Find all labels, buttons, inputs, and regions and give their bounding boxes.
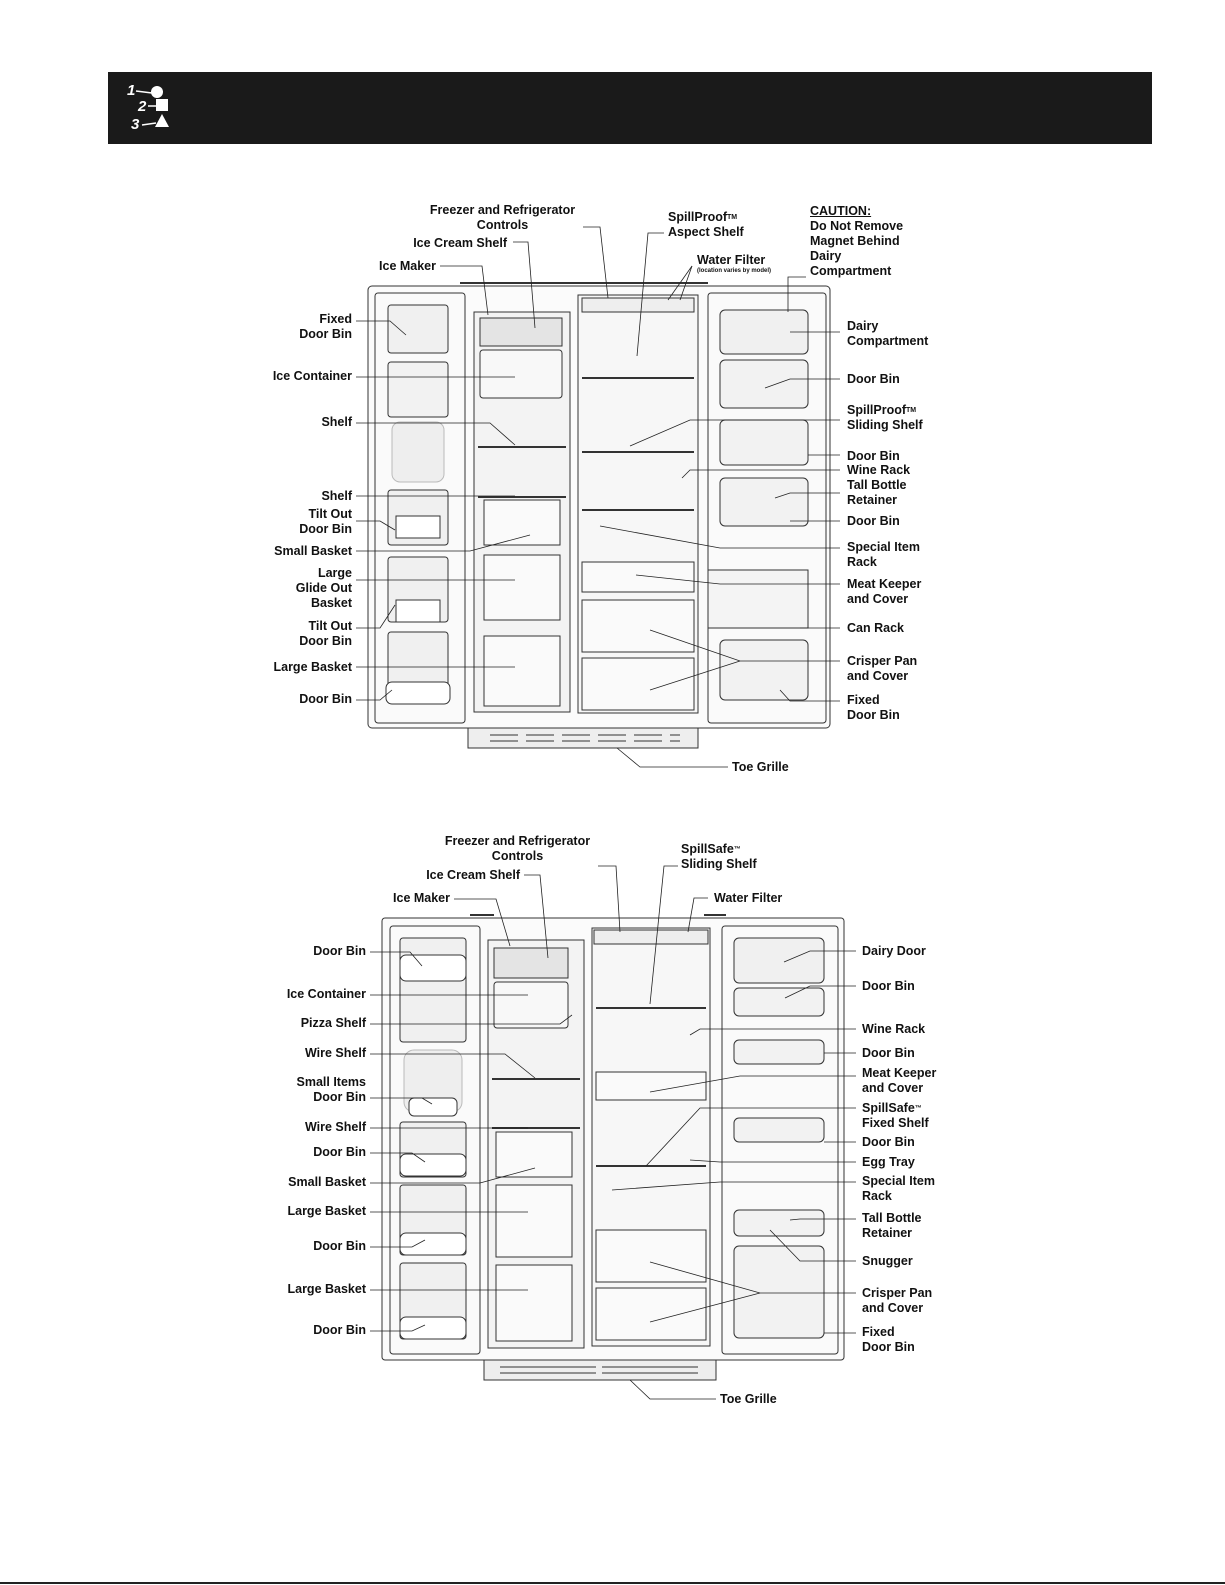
label-small-basket: Small Basket xyxy=(288,1175,366,1189)
label-tilt-out-door-bin: Tilt Out Door Bin xyxy=(299,619,352,648)
label-tall-bottle-retainer: Tall Bottle Retainer xyxy=(862,1211,922,1240)
label-water-filter: Water Filter (location varies by model) xyxy=(697,253,772,274)
label-tilt-out-door-bin: Tilt Out Door Bin xyxy=(299,507,352,536)
label-toe-grille: Toe Grille xyxy=(732,760,789,774)
label-meat-keeper: Meat Keeper and Cover xyxy=(862,1066,937,1095)
label-large-basket: Large Basket xyxy=(287,1282,366,1296)
label-wine-rack: Wine Rack xyxy=(847,463,911,477)
label-dairy-door: Dairy Door xyxy=(862,944,926,958)
label-door-bin: Door Bin xyxy=(299,692,352,706)
logo-digit-2: 2 xyxy=(138,98,147,115)
label-wire-shelf: Wire Shelf xyxy=(304,1120,366,1134)
label-door-bin: Door Bin xyxy=(313,1145,366,1159)
label-dairy-compartment: Dairy Compartment xyxy=(847,319,929,348)
label-door-bin: Door Bin xyxy=(862,979,915,993)
label-door-bin: Door Bin xyxy=(847,449,900,463)
label-door-bin: Door Bin xyxy=(313,1323,366,1337)
label-snugger: Snugger xyxy=(862,1254,913,1268)
logo-digit-3: 3 xyxy=(131,116,140,133)
refrigerator-diagram-1 xyxy=(0,195,1225,785)
steps-logo-icon xyxy=(124,80,188,136)
label-door-bin: Door Bin xyxy=(862,1135,915,1149)
label-can-rack: Can Rack xyxy=(847,621,904,635)
label-special-item-rack: Special Item Rack xyxy=(862,1174,935,1203)
header-bar xyxy=(108,72,1152,144)
label-door-bin: Door Bin xyxy=(313,944,366,958)
label-fixed-door-bin: Fixed Door Bin xyxy=(847,693,900,722)
label-ice-maker: Ice Maker xyxy=(393,891,450,905)
label-tall-bottle-retainer: Tall Bottle Retainer xyxy=(847,478,907,507)
label-ice-container: Ice Container xyxy=(272,369,352,383)
label-water-filter: Water Filter xyxy=(714,891,783,905)
label-door-bin: Door Bin xyxy=(862,1046,915,1060)
label-spillproof-aspect-shelf: SpillProof™ Aspect Shelf xyxy=(668,210,744,239)
label-fixed-door-bin: Fixed Door Bin xyxy=(862,1325,915,1354)
label-crisper-pan: Crisper Pan and Cover xyxy=(847,654,918,683)
label-door-bin: Door Bin xyxy=(313,1239,366,1253)
label-small-items-door-bin: Small Items Door Bin xyxy=(296,1075,366,1104)
label-ice-maker: Ice Maker xyxy=(379,259,436,273)
label-egg-tray: Egg Tray xyxy=(862,1155,915,1169)
label-caution: CAUTION: Do Not Remove Magnet Behind Dairy Compartment xyxy=(810,204,904,278)
label-large-basket: Large Basket xyxy=(273,660,352,674)
label-meat-keeper: Meat Keeper and Cover xyxy=(847,577,922,606)
logo-digit-1: 1 xyxy=(127,82,136,99)
label-controls: Freezer and Refrigerator Controls xyxy=(429,203,576,232)
label-fixed-door-bin: Fixed Door Bin xyxy=(299,312,352,341)
label-ice-cream-shelf: Ice Cream Shelf xyxy=(413,236,507,250)
label-door-bin: Door Bin xyxy=(847,514,900,528)
label-special-item-rack: Special Item Rack xyxy=(847,540,920,569)
label-small-basket: Small Basket xyxy=(274,544,352,558)
label-large-basket: Large Basket xyxy=(287,1204,366,1218)
label-wine-rack: Wine Rack xyxy=(862,1022,926,1036)
bottom-rule xyxy=(0,1582,1225,1584)
label-ice-container: Ice Container xyxy=(286,987,366,1001)
label-ice-cream-shelf: Ice Cream Shelf xyxy=(426,868,520,882)
refrigerator-diagram-2 xyxy=(0,832,1225,1422)
label-spillsafe-sliding-shelf: SpillSafe™ Sliding Shelf xyxy=(681,842,757,871)
label-shelf: Shelf xyxy=(321,489,352,503)
label-toe-grille: Toe Grille xyxy=(720,1392,777,1406)
label-shelf: Shelf xyxy=(321,415,352,429)
label-door-bin: Door Bin xyxy=(847,372,900,386)
label-spillsafe-fixed-shelf: SpillSafe™ Fixed Shelf xyxy=(862,1101,929,1130)
label-pizza-shelf: Pizza Shelf xyxy=(300,1016,366,1030)
label-crisper-pan: Crisper Pan and Cover xyxy=(862,1286,933,1315)
label-spillproof-sliding-shelf: SpillProof™ Sliding Shelf xyxy=(847,403,923,432)
label-wire-shelf: Wire Shelf xyxy=(304,1046,366,1060)
label-controls: Freezer and Refrigerator Controls xyxy=(444,834,591,863)
label-large-glide-out-basket: Large Glide Out Basket xyxy=(295,566,352,610)
